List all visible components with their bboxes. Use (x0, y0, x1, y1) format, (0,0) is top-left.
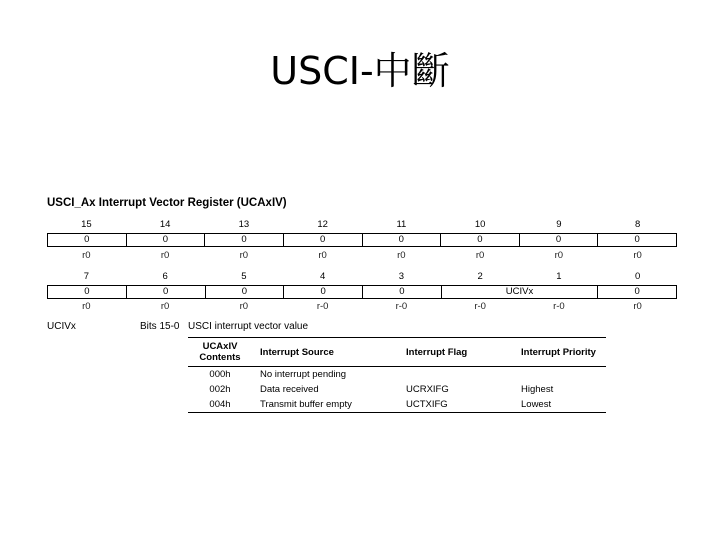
column-header (188, 338, 252, 367)
bit-access: r0 (633, 250, 642, 261)
bit-value: 0 (284, 234, 363, 246)
bit-value: 0 (205, 234, 284, 246)
bit-access: r0 (82, 250, 91, 261)
bit-number: 4 (319, 271, 326, 282)
table-cell: 000h (209, 369, 231, 380)
table-row (188, 382, 606, 397)
table-cell: Transmit buffer empty (260, 399, 352, 410)
bit-number: 10 (474, 219, 486, 230)
bit-value: 0 (127, 286, 206, 298)
column-header: Interrupt Flag (406, 346, 468, 358)
bit-access: r0 (239, 301, 249, 312)
slide-title: USCI-中斷 (270, 49, 450, 93)
table-cell (398, 367, 513, 383)
bit-value: 0 (206, 286, 285, 298)
low-bit-numbers (47, 270, 677, 284)
bit-number: 3 (398, 271, 405, 282)
bit-number: 13 (238, 219, 250, 230)
low-bit-values (47, 285, 677, 299)
bit-access: r0 (318, 250, 327, 261)
bit-access: r-0 (553, 301, 565, 312)
bit-number: 12 (317, 219, 328, 230)
bit-number: 0 (634, 271, 641, 282)
bit-access: r0 (82, 301, 91, 312)
table-header-row (188, 338, 606, 367)
column-header: Interrupt Priority (521, 346, 596, 358)
bit-value: 0 (634, 234, 640, 245)
table-row (188, 367, 606, 383)
bit-access: r0 (160, 301, 170, 312)
bit-access: r-0 (395, 301, 408, 312)
bit-number: 14 (159, 219, 171, 230)
bit-access: r-0 (316, 301, 329, 312)
bit-access: r0 (475, 250, 485, 261)
bit-number: 7 (83, 271, 90, 282)
column-header: Interrupt Source (260, 346, 334, 358)
bit-access: r-0 (474, 301, 486, 312)
high-bit-values (47, 233, 677, 247)
table-cell: UCTXIFG (406, 399, 448, 410)
bit-value: 0 (127, 234, 206, 246)
ucivx-field: UCIVx (442, 286, 599, 298)
bit-number: 9 (556, 219, 562, 230)
table-cell: UCRXIFG (406, 384, 449, 395)
table-row (188, 397, 606, 413)
register-title: USCI_Ax Interrupt Vector Register (UCAxIV) (47, 197, 287, 209)
bit-access: r0 (160, 250, 170, 261)
high-bit-numbers (47, 218, 677, 232)
field-description: USCI interrupt vector value (188, 321, 309, 332)
table-cell: 002h (209, 384, 231, 395)
bit-value: 0 (634, 286, 640, 297)
field-name: UCIVx (47, 321, 76, 332)
bit-number: 2 (477, 271, 483, 282)
table-cell: No interrupt pending (260, 369, 347, 380)
bit-number: 11 (396, 219, 407, 230)
bit-value: 0 (363, 234, 442, 246)
high-bit-access (47, 249, 677, 263)
bit-value: 0 (363, 286, 442, 298)
field-bits: Bits 15-0 (140, 321, 180, 332)
table-cell: Highest (521, 384, 554, 395)
bit-value: 0 (441, 234, 520, 246)
header-contents: UCAxIV Contents (199, 341, 241, 363)
bit-number: 6 (162, 271, 168, 282)
bit-access: r0 (239, 250, 249, 261)
bit-value: 0 (48, 234, 127, 246)
bit-value: 0 (520, 234, 599, 246)
table-cell: Lowest (521, 399, 552, 410)
bit-number: 15 (81, 219, 92, 230)
bit-number: 1 (556, 271, 562, 282)
bit-number: 8 (634, 219, 641, 230)
bit-access: r0 (554, 250, 564, 261)
low-bit-access (47, 300, 677, 314)
bit-value: 0 (284, 286, 363, 298)
table-cell: Data received (260, 384, 319, 395)
table-cell (513, 367, 606, 383)
bit-access: r0 (397, 250, 406, 261)
bit-access: r0 (633, 301, 642, 312)
bit-number: 5 (241, 271, 247, 282)
interrupt-vector-table (188, 337, 606, 413)
table-cell: 004h (209, 399, 231, 410)
bit-value: 0 (48, 286, 127, 298)
